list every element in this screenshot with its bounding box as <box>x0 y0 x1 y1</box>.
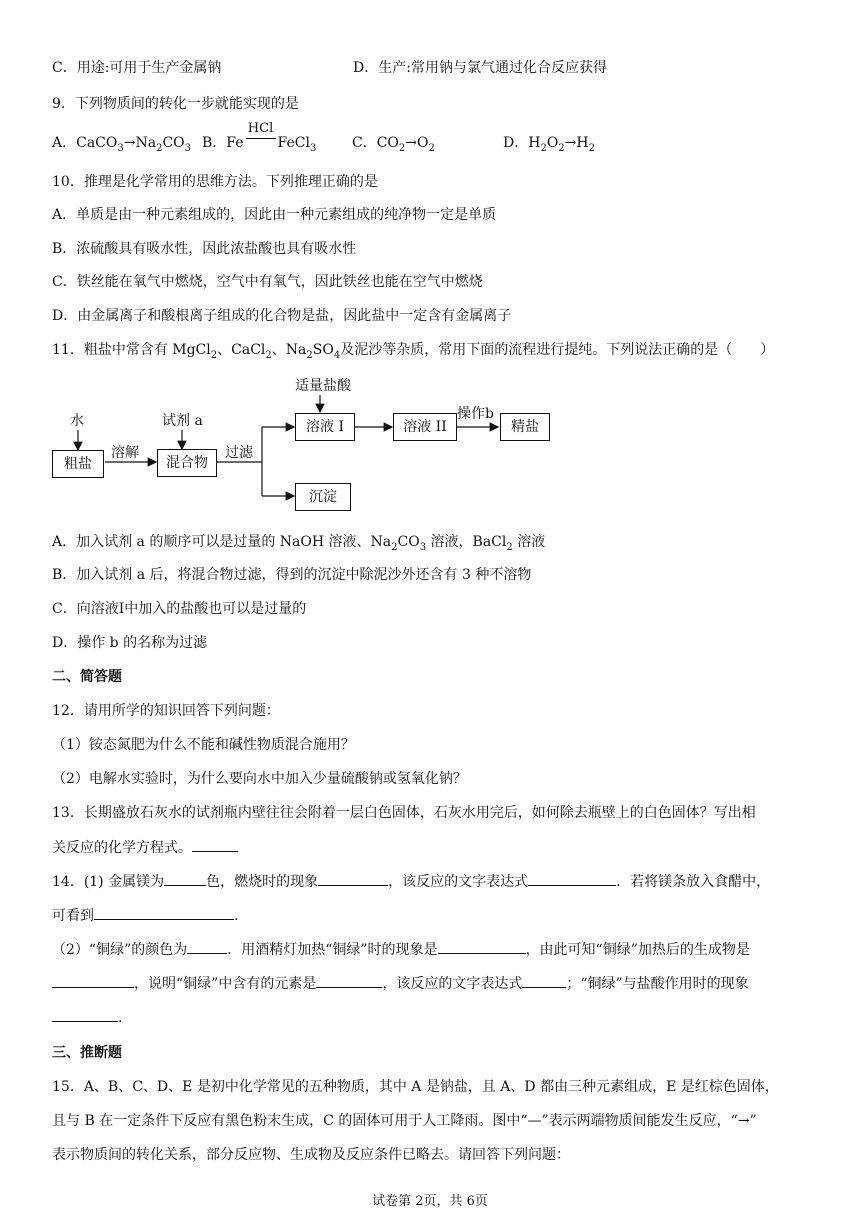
answer-blank[interactable] <box>187 939 227 954</box>
q11-option-a: A．加入试剂 a 的顺序可以是过量的 NaOH 溶液、$Na_2CO_3$ 溶液，BaCl$_2$ 溶液 <box>52 534 546 553</box>
label-water: 水 <box>70 413 84 429</box>
q9-option-d: D．$H_2O_2\to H_2$ <box>503 135 595 154</box>
label-dissolve: 溶解 <box>111 445 139 461</box>
q14-line-1: 14．(1) 金属镁为 色，燃烧时的现象 ，该反应的文字表达式 ．若将镁条放入食醋中， <box>52 871 770 892</box>
reaction-arrow-hcl: HCl <box>246 133 276 153</box>
q11-option-c: C．向溶液Ⅰ中加入的盐酸也可以是过量的 <box>52 601 307 617</box>
box-precipitate: 沉淀 <box>295 483 351 511</box>
q14-line-3: （2）“铜绿”的颜色为 ．用酒精灯加热“铜绿”时的现象是 ，由此可知“铜绿”加热后的生成物是 <box>52 939 750 960</box>
answer-blank[interactable] <box>318 871 388 886</box>
q8-option-c: C．用途:可用于生产金属钠 <box>52 60 222 76</box>
q11-stem: 11．粗盐中常含有 MgCl$_2$、CaCl$_2$、$Na_2SO_4$及泥沙等杂质，常用下面的流程进行提纯。下列说法正确的是（ ） <box>52 342 775 361</box>
q8-option-d: D．生产:常用钠与氯气通过化合反应获得 <box>353 60 607 76</box>
box-refined-salt: 精盐 <box>500 413 550 441</box>
section-heading-inference: 三、推断题 <box>52 1045 122 1061</box>
q15-line-1: 15．A、B、C、D、E 是初中化学常见的五种物质，其中 A 是钠盐，且 A、D 都由三种元素组成，E 是红棕色固体， <box>52 1079 779 1095</box>
q14-line-5: . <box>52 1007 122 1028</box>
box-crude-salt: 粗盐 <box>52 450 104 478</box>
q12-part-2: （2）电解水实验时，为什么要向水中加入少量硫酸钠或氢氧化钠？ <box>52 771 467 787</box>
q12-stem: 12．请用所学的知识回答下列问题： <box>52 703 280 719</box>
q15-line-3: 表示物质间的转化关系，部分反应物、生成物及反应条件已略去。请回答下列问题： <box>52 1147 570 1163</box>
box-solution-1: 溶液 I <box>295 413 355 441</box>
answer-blank[interactable] <box>52 1007 118 1022</box>
q15-line-2: 且与 B 在一定条件下反应有黑色粉末生成，C 的固体可用于人工降雨。图中“—”表示两端物质间能发生反应，“→” <box>52 1113 757 1129</box>
answer-blank[interactable] <box>522 973 566 988</box>
box-mixture: 混合物 <box>157 449 217 477</box>
answer-blank[interactable] <box>94 905 234 920</box>
q9-option-a: A．$CaCO_3\to Na_2CO_3$ <box>52 135 192 154</box>
q13-line-2: 关反应的化学方程式。 <box>52 837 238 858</box>
flow-arrows <box>0 0 860 520</box>
answer-blank[interactable] <box>192 837 238 852</box>
q12-part-1: （1）铵态氮肥为什么不能和碱性物质混合施用？ <box>52 737 355 753</box>
q10-stem: 10．推理是化学常用的思维方法。下列推理正确的是 <box>52 174 378 190</box>
q10-option-c: C．铁丝能在氧气中燃烧，空气中有氧气，因此铁丝也能在空气中燃烧 <box>52 274 483 290</box>
answer-blank[interactable] <box>52 973 134 988</box>
q13-line-1: 13．长期盛放石灰水的试剂瓶内壁往往会附着一层白色固体，石灰水用完后，如何除去瓶壁上的白色固体？写出相 <box>52 805 756 821</box>
q9-option-b: B．Fe HCl FeCl$_3$ <box>202 121 317 154</box>
q9-option-c: C．$CO_2\to O_2$ <box>352 135 435 154</box>
label-hydrochloric-acid: 适量盐酸 <box>295 378 351 394</box>
q14-line-4: ，说明“铜绿”中含有的元素是 ，该反应的文字表达式 ；“铜绿”与盐酸作用时的现象 <box>52 973 749 994</box>
q10-option-d: D．由金属离子和酸根离子组成的化合物是盐，因此盐中一定含有金属离子 <box>52 308 512 324</box>
box-solution-2: 溶液 II <box>393 413 457 441</box>
q11-option-d: D．操作 b 的名称为过滤 <box>52 635 208 651</box>
answer-blank[interactable] <box>316 973 382 988</box>
answer-blank[interactable] <box>438 939 526 954</box>
label-reagent-a: 试剂 a <box>162 413 203 429</box>
q9-stem: 9．下列物质间的转化一步就能实现的是 <box>52 96 299 112</box>
q10-option-a: A．单质是由一种元素组成的，因此由一种元素组成的纯净物一定是单质 <box>52 207 497 223</box>
page-footer: 试卷第 2页，共 6页 <box>372 1194 488 1209</box>
answer-blank[interactable] <box>528 871 616 886</box>
q14-line-2: 可看到 . <box>52 905 238 926</box>
section-heading-short-answer: 二、简答题 <box>52 669 122 685</box>
label-filter: 过滤 <box>225 445 253 461</box>
answer-blank[interactable] <box>164 871 206 886</box>
purification-flow-diagram <box>0 0 860 520</box>
q11-option-b: B．加入试剂 a 后，将混合物过滤，得到的沉淀中除泥沙外还含有 3 种不溶物 <box>52 567 532 583</box>
q10-option-b: B．浓硫酸具有吸水性，因此浓盐酸也具有吸水性 <box>52 241 357 257</box>
label-operation-b: 操作b <box>457 406 494 422</box>
